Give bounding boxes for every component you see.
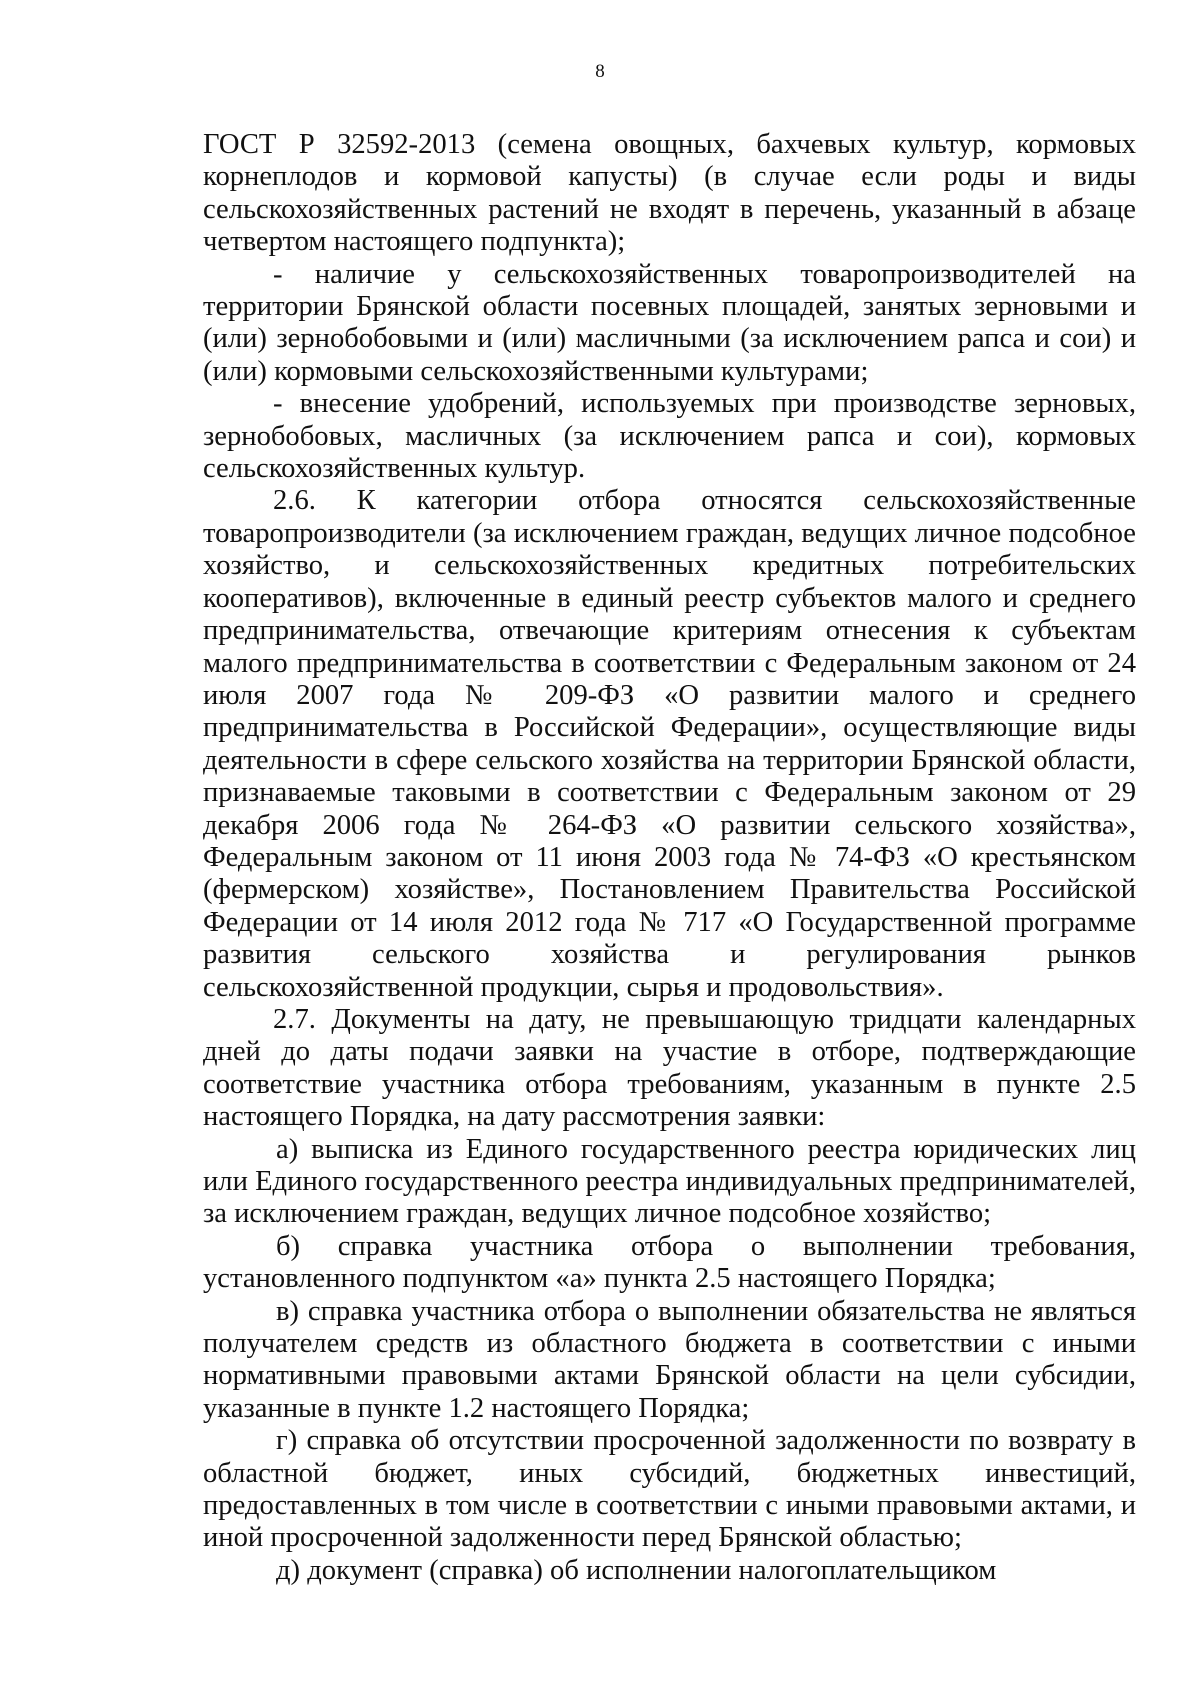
- paragraph-gost-continuation: ГОСТ Р 32592-2013 (семена овощных, бахчевых культур, кормовых корнеплодов и кормовой капусты) (в случае если роды и виды сельскохозяйственных растений не входят в перечень, указанный в абзаце четвертом настоящего подпункта);: [203, 129, 1136, 258]
- document-body: [203, 129, 1136, 1587]
- list-item-v: в) справка участника отбора о выполнении обязательства не являться получателем средств из областного бюджета в соответствии с иными нормативными правовыми актами Брянской области на цели субсидии, указанные в пункте 1.2 настоящего Порядка;: [203, 1295, 1136, 1424]
- page-number: 8: [595, 61, 605, 82]
- list-item-d: д) документ (справка) об исполнении налогоплательщиком: [276, 1554, 997, 1586]
- list-item-g: г) справка об отсутствии просроченной задолженности по возврату в областной бюджет, иных субсидий, бюджетных инвестиций, предоставленных в том числе в соответствии с иными правовыми актами, и иной просроченной задолженности перед Брянской областью;: [203, 1425, 1136, 1554]
- list-item-b: б) справка участника отбора о выполнении требования, установленного подпунктом «а» пункта 2.5 настоящего Порядка;: [203, 1230, 1136, 1295]
- paragraph-clause-2-6: 2.6. К категории отбора относятся сельскохозяйственные товаропроизводители (за исключением граждан, ведущих личное подсобное хозяйство, и сельскохозяйственных кредитных потребительских кооперативов), включенные в единый реестр субъектов малого и среднего предпринимательства, отвечающие критериям отнесения к субъектам малого предпринимательства в соответствии с Федеральным законом от 24 июля 2007 года № 209-ФЗ «О развитии малого и среднего предпринимательства в Российской Федерации», осуществляющие виды деятельности в сфере сельского хозяйства на территории Брянской области, признаваемые таковыми в соответствии с Федеральным законом от 29 декабря 2006 года № 264-ФЗ «О развитии сельского хозяйства», Федеральным законом от 11 июня 2003 года № 74-ФЗ «О крестьянском (фермерском) хозяйстве», Постановлением Правительства Российской Федерации от 14 июля 2012 года № 717 «О Государственной программе развития сельского хозяйства и регулирования рынков сельскохозяйственной продукции, сырья и продовольствия».: [203, 485, 1136, 1003]
- paragraph-fertilizers: - внесение удобрений, используемых при производстве зерновых, зернобобовых, масличных (за исключением рапса и сои), кормовых сельскохозяйственных культур.: [203, 388, 1136, 485]
- paragraph-sown-areas: - наличие у сельскохозяйственных товаропроизводителей на территории Брянской области посевных площадей, занятых зерновыми и (или) зернобобовыми и (или) масличными (за исключением рапса и сои) и (или) кормовыми сельскохозяйственными культурами;: [203, 258, 1136, 387]
- paragraph-clause-2-7: 2.7. Документы на дату, не превышающую тридцати календарных дней до даты подачи заявки на участие в отборе, подтверждающие соответствие участника отбора требованиям, указанным в пункте 2.5 настоящего Порядка, на дату рассмотрения заявки:: [203, 1003, 1136, 1133]
- list-item-a: а) выписка из Единого государственного реестра юридических лиц или Единого государственного реестра индивидуальных предпринимателей, за исключением граждан, ведущих личное подсобное хозяйство;: [203, 1133, 1136, 1230]
